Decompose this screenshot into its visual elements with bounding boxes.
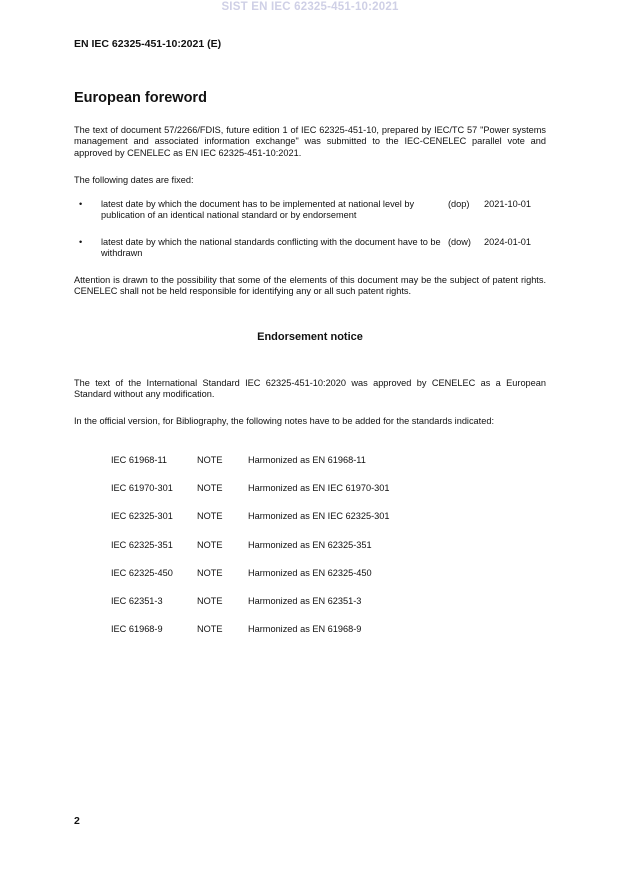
date-code-dow: (dow) [448,237,471,247]
foreword-heading: European foreword [74,90,207,106]
note-label: NOTE [197,568,223,578]
note-label: NOTE [197,483,223,493]
note-standard: IEC 62325-351 [111,540,173,550]
note-label: NOTE [197,511,223,521]
date-value-dop: 2021-10-01 [484,199,531,209]
watermark: SIST EN IEC 62325-451-10:2021 [221,1,399,13]
date-value-dow: 2024-01-01 [484,237,531,247]
note-standard: IEC 61968-9 [111,624,163,634]
note-harmonized: Harmonized as EN 61968-9 [248,624,362,634]
date-code-dop: (dop) [448,199,470,209]
foreword-paragraph-1: The text of document 57/2266/FDIS, future edition 1 of IEC 62325-451-10, prepared by IEC/TC 57 "Power systems management and associated information exchange" was submitted to the IEC-CENELEC parallel vote and approved by CENELEC as EN IEC 62325-451-10:2021. [74,125,546,158]
bullet-dot: • [79,237,83,247]
page-number: 2 [74,815,80,827]
endorsement-paragraph-1: The text of the International Standard IEC 62325-451-10:2020 was approved by CENELEC as a European Standard without any modification. [74,378,546,400]
note-harmonized: Harmonized as EN 62325-351 [248,540,372,550]
note-label: NOTE [197,455,223,465]
note-standard: IEC 61970-301 [111,483,173,493]
note-harmonized: Harmonized as EN 62325-450 [248,568,372,578]
note-label: NOTE [197,540,223,550]
note-standard: IEC 62325-450 [111,568,173,578]
note-harmonized: Harmonized as EN IEC 62325-301 [248,511,390,521]
endorsement-paragraph-2: In the official version, for Bibliography, the following notes have to be added for the standards indicated: [74,416,494,426]
note-harmonized: Harmonized as EN 62351-3 [248,596,362,606]
date-description-dop: latest date by which the document has to be implemented at national level by publication of an identical national standard or by endorsement [101,199,415,221]
document-id-header: EN IEC 62325-451-10:2021 (E) [74,38,222,50]
note-standard: IEC 62325-301 [111,511,173,521]
note-label: NOTE [197,596,223,606]
foreword-paragraph-2: The following dates are fixed: [74,175,194,185]
note-harmonized: Harmonized as EN 61968-11 [248,455,366,465]
endorsement-heading: Endorsement notice [257,331,363,343]
note-harmonized: Harmonized as EN IEC 61970-301 [248,483,390,493]
note-standard: IEC 61968-11 [111,455,168,465]
note-standard: IEC 62351-3 [111,596,163,606]
foreword-paragraph-3: Attention is drawn to the possibility that some of the elements of this document may be the subject of patent rights. CENELEC shall not be held responsible for identifying any or all such patent rights. [74,275,546,297]
note-label: NOTE [197,624,223,634]
bullet-dot: • [79,199,83,209]
date-description-dow: latest date by which the national standards conflicting with the document have to be withdrawn [101,237,441,259]
